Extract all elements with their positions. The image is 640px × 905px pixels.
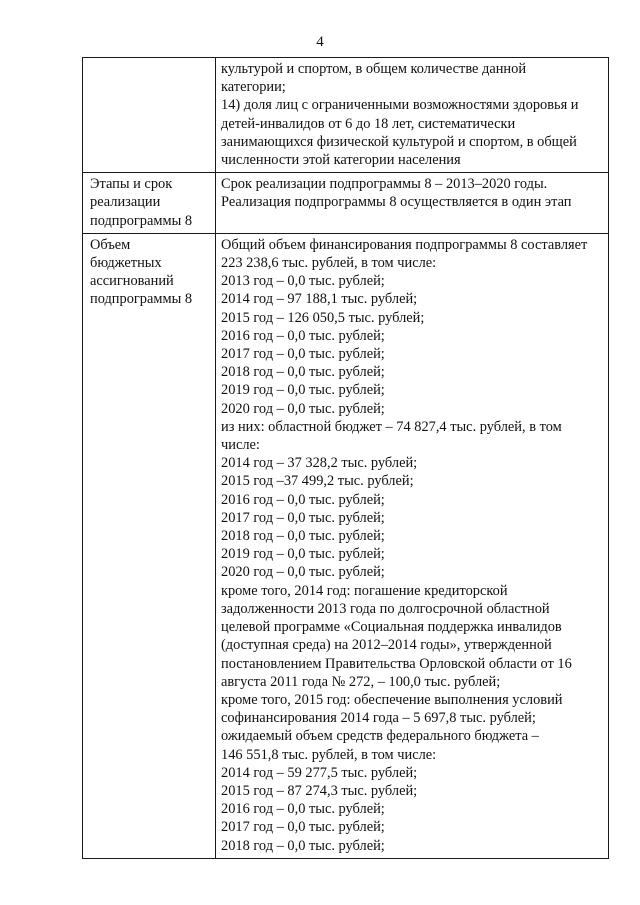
row-content-line: 223 238,6 тыс. рублей, в том числе: bbox=[221, 255, 437, 272]
row-content-line: численности этой категории населения bbox=[221, 152, 461, 169]
row-content-line: 2019 год – 0,0 тыс. рублей; bbox=[221, 382, 385, 399]
row-content-line: 2014 год – 59 277,5 тыс. рублей; bbox=[221, 764, 418, 781]
row-content-line: числе: bbox=[221, 437, 260, 454]
row-content-line: 2020 год – 0,0 тыс. рублей; bbox=[221, 564, 385, 581]
row-content-line: 2015 год – 87 274,3 тыс. рублей; bbox=[221, 782, 418, 799]
row-label-line: подпрограммы 8 bbox=[90, 212, 193, 229]
row-content-line: Реализация подпрограммы 8 осуществляется в один этап bbox=[221, 194, 572, 211]
row-content-line: кроме того, 2014 год: погашение кредиторской bbox=[221, 582, 508, 599]
row-content-line: 2020 год – 0,0 тыс. рублей; bbox=[221, 400, 385, 417]
row-content-line: 2013 год – 0,0 тыс. рублей; bbox=[221, 273, 385, 290]
row-content-line: 2017 год – 0,0 тыс. рублей; bbox=[221, 819, 385, 836]
row-content-line: 2018 год – 0,0 тыс. рублей; bbox=[221, 837, 385, 854]
row-content-line: 2019 год – 0,0 тыс. рублей; bbox=[221, 546, 385, 563]
row-content-line: Общий объем финансирования подпрограммы 8 составляет bbox=[221, 236, 588, 253]
row-label-line: реализации bbox=[90, 194, 161, 211]
row-label-line: Объем bbox=[90, 236, 131, 253]
row-content-line: постановлением Правительства Орловской области от 16 bbox=[221, 655, 572, 672]
row-content-line: ожидаемый объем средств федерального бюджета – bbox=[221, 728, 539, 745]
table-row-indicators-continued bbox=[83, 58, 609, 173]
row-content-line: детей-инвалидов от 6 до 18 лет, систематически bbox=[221, 115, 516, 132]
row-content-cell bbox=[216, 173, 609, 234]
row-content-line: задолженности 2013 года по долгосрочной областной bbox=[221, 600, 550, 617]
row-label-line: ассигнований bbox=[90, 273, 174, 290]
table-row-budget-allocations bbox=[83, 233, 609, 858]
row-content-line: 2016 год – 0,0 тыс. рублей; bbox=[221, 491, 385, 508]
row-label-cell bbox=[83, 173, 216, 234]
row-content-line: занимающихся физической культурой и спортом, в общей bbox=[221, 133, 577, 150]
row-content-line: кроме того, 2015 год: обеспечение выполнения условий bbox=[221, 691, 563, 708]
row-label-cell bbox=[83, 58, 216, 173]
row-content-cell bbox=[216, 233, 609, 858]
page-number: 4 bbox=[316, 34, 324, 50]
row-content-line: 2014 год – 97 188,1 тыс. рублей; bbox=[221, 291, 418, 308]
table-row-stages-and-term bbox=[83, 173, 609, 234]
row-content-line: 14) доля лиц с ограниченными возможностями здоровья и bbox=[221, 97, 579, 114]
row-content-line: 2014 год – 37 328,2 тыс. рублей; bbox=[221, 455, 418, 472]
row-content-line: 2018 год – 0,0 тыс. рублей; bbox=[221, 364, 385, 381]
row-content-line: 146 551,8 тыс. рублей, в том числе: bbox=[221, 746, 437, 763]
row-content-line: 2018 год – 0,0 тыс. рублей; bbox=[221, 528, 385, 545]
row-content-line: 2017 год – 0,0 тыс. рублей; bbox=[221, 509, 385, 526]
row-content-line: 2017 год – 0,0 тыс. рублей; bbox=[221, 346, 385, 363]
row-label-line: Этапы и срок bbox=[90, 176, 173, 193]
row-content-line: софинансирования 2014 года – 5 697,8 тыс. рублей; bbox=[221, 710, 536, 727]
row-content-line: Срок реализации подпрограммы 8 – 2013–2020 годы. bbox=[221, 176, 548, 193]
row-content-line: 2015 год –37 499,2 тыс. рублей; bbox=[221, 473, 414, 490]
row-content-line: целевой программе «Социальная поддержка инвалидов bbox=[221, 619, 562, 636]
row-content-line: категории; bbox=[221, 79, 286, 96]
row-content-line: (доступная среда) на 2012–2014 годы», утвержденной bbox=[221, 637, 552, 654]
row-content-line: из них: областной бюджет – 74 827,4 тыс. рублей, в том bbox=[221, 418, 562, 435]
row-content-line: культурой и спортом, в общем количестве данной bbox=[221, 61, 527, 77]
row-content-cell bbox=[216, 58, 609, 173]
row-label-cell bbox=[83, 233, 216, 858]
row-content-line: августа 2011 года № 272, – 100,0 тыс. рублей; bbox=[221, 673, 501, 690]
row-content-line: 2016 год – 0,0 тыс. рублей; bbox=[221, 327, 385, 344]
row-label-line: бюджетных bbox=[90, 255, 162, 272]
subprogram-passport-table bbox=[82, 57, 609, 859]
row-label-line: подпрограммы 8 bbox=[90, 291, 193, 308]
row-content-line: 2015 год – 126 050,5 тыс. рублей; bbox=[221, 309, 425, 326]
row-content-line: 2016 год – 0,0 тыс. рублей; bbox=[221, 801, 385, 818]
